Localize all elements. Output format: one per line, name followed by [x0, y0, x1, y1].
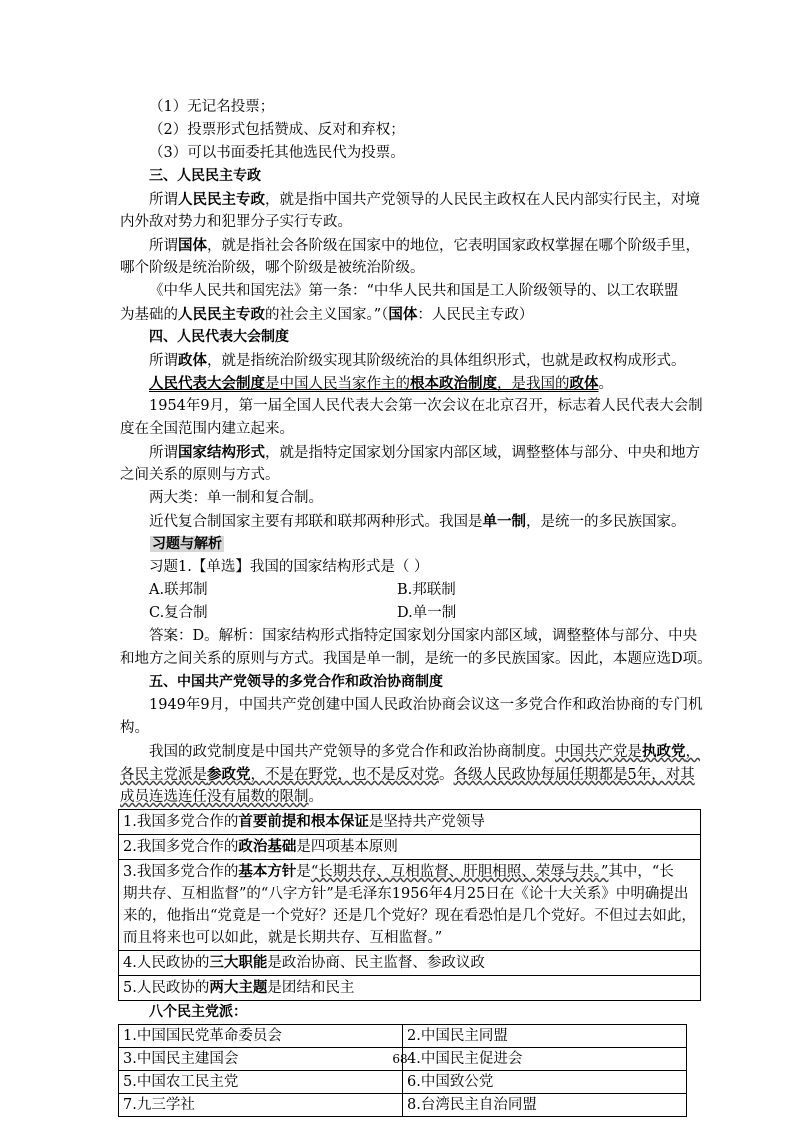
paragraph-line: 成员连选连任没有届数的限制。 — [120, 789, 323, 805]
party-cell: 7.九三学社 — [119, 1094, 403, 1117]
table-cell: 2.我国多党合作的政治基础是四项基本原则 — [119, 835, 701, 860]
parties-table — [118, 1024, 687, 1117]
party-cell: 1.中国国民党革命委员会 — [119, 1025, 403, 1048]
table-row — [119, 810, 701, 835]
paragraph-npc-system: 人民代表大会制度是中国人民当家作主的根本政治制度，是我国的政体。 — [149, 375, 613, 392]
paragraph-line: 度在全国范围内建立起来。 — [120, 421, 294, 437]
table-cell: 5.人民政协的两大主题是团结和民主 — [119, 976, 701, 1001]
section-heading-5: 五、中国共产党领导的多党合作和政治协商制度 — [149, 674, 443, 690]
exercise-label-row — [120, 533, 685, 556]
paragraph-party-system: 我国的政党制度是中国共产党领导的多党合作和政治协商制度。中国共产党是执政党， — [149, 743, 700, 760]
paragraph-cppcc-1949: 1949年9月，中国共产党创建中国人民政治协商会议这一多党合作和政治协商的专门机 — [149, 697, 703, 713]
party-cell: 3.中国民主建国会 — [119, 1048, 403, 1071]
exercise-options-row-2 — [120, 602, 685, 625]
paragraph-political-system: 所谓政体，就是指统治阶级实现其阶级统治的具体组织形式，也就是政权构成形式。 — [149, 352, 686, 369]
paragraph-1954: 1954年9月，第一届全国人民代表大会第一次会议在北京召开，标志着人民代表大会制 — [149, 398, 703, 414]
party-cell: 4.中国民主促进会 — [403, 1048, 687, 1071]
option-a: A.联邦制 — [149, 582, 208, 598]
table-row — [119, 835, 701, 860]
term-dictatorship: 人民民主专政 — [178, 191, 265, 208]
option-c: C.复合制 — [149, 605, 208, 621]
party-cell: 6.中国致公党 — [403, 1071, 687, 1094]
vote-item-3: （3）可以书面委托其他选民代为投票。 — [149, 145, 405, 161]
paragraph-state-nature: 所谓国体，就是指社会各阶级在国家中的地位，它表明国家政权掌握在哪个阶级手里， — [149, 237, 700, 254]
paragraph-unitary: 近代复合制国家主要有邦联和联邦两种形式。我国是单一制，是统一的多民族国家。 — [149, 513, 686, 530]
page-content — [120, 96, 712, 1117]
table-cell: 4.人民政协的三大职能是政治协商、民主监督、参政议政 — [119, 951, 701, 976]
exercise-answer: 答案：D。解析：国家结构形式指特定国家划分国家内部区域，调整整体与部分、中央 — [149, 628, 698, 644]
table-row — [119, 1094, 687, 1117]
table-row — [119, 976, 701, 1001]
party-cell: 8.台湾民主自治同盟 — [403, 1094, 687, 1117]
section-heading-3: 三、人民民主专政 — [149, 168, 261, 184]
paragraph-line: 各民主党派是参政党，不是在野党，也不是反对党。各级人民政协每届任期都是5年，对其 — [120, 766, 695, 783]
paragraph-line: 为基础的人民民主专政的社会主义国家。”（国体：人民民主专政） — [120, 306, 534, 323]
exercise-answer-line: 和地方之间关系的原则与方式。我国是单一制，是统一的多民族国家。因此，本题应选D项。 — [120, 651, 712, 667]
option-d: D.单一制 — [397, 605, 457, 621]
exercise-options-row-1 — [120, 579, 685, 602]
table-cell: 1.我国多党合作的首要前提和根本保证是坚持共产党领导 — [119, 810, 701, 835]
page-number: 68 — [392, 1052, 408, 1066]
table-row — [119, 1071, 687, 1094]
features-table — [118, 809, 701, 1001]
term-state-nature: 国体 — [178, 237, 207, 254]
paragraph-constitution: 《中华人民共和国宪法》第一条：“中华人民共和国是工人阶级领导的、以工农联盟 — [149, 283, 679, 299]
option-b: B.邦联制 — [397, 582, 456, 598]
paragraph-line: 之间关系的原则与方式。 — [120, 467, 280, 483]
vote-item-2: （2）投票形式包括赞成、反对和弃权； — [149, 122, 405, 138]
paragraph-line: 哪个阶级是统治阶级，哪个阶级是被统治阶级。 — [120, 260, 425, 276]
paragraph-state-structure: 所谓国家结构形式，就是指特定国家划分国家内部区域，调整整体与部分、中央和地方 — [149, 444, 700, 461]
exercise-label: 习题与解析 — [152, 536, 222, 552]
table-row — [119, 951, 701, 976]
paragraph-two-types: 两大类：单一制和复合制。 — [149, 490, 323, 506]
paragraph-dictatorship-definition: 所谓人民民主专政，就是指中国共产党领导的人民民主政权在人民内部实行民主，对境 — [149, 191, 700, 208]
paragraph-line: 构。 — [120, 720, 149, 736]
section-heading-4: 四、人民代表大会制度 — [149, 329, 289, 345]
party-cell: 2.中国民主同盟 — [403, 1025, 687, 1048]
paragraph-line: 内外敌对势力和犯罪分子实行专政。 — [120, 214, 352, 230]
vote-item-1: （1）无记名投票； — [149, 99, 275, 115]
exercise-question: 习题1.【单选】我国的国家结构形式是（ ） — [149, 559, 429, 575]
party-cell: 5.中国农工民主党 — [119, 1071, 403, 1094]
table-row — [119, 1025, 687, 1048]
parties-heading: 八个民主党派： — [149, 1004, 247, 1020]
table-cell: 3.我国多党合作的基本方针是“长期共存、互相监督、肝胆相照、荣辱与共。”其中，“长 期共存、互相监督”的“八字方针”是毛泽东1956年4月25日在《论十大关系》中明确提出 来的，他指出“党竟是一个党好？还是几个党好？现在看恐怕是几个党好。不但过去如此， 而且将来也可以如此，就是长期共存、互相监督。” — [119, 860, 701, 951]
table-row — [119, 860, 701, 951]
